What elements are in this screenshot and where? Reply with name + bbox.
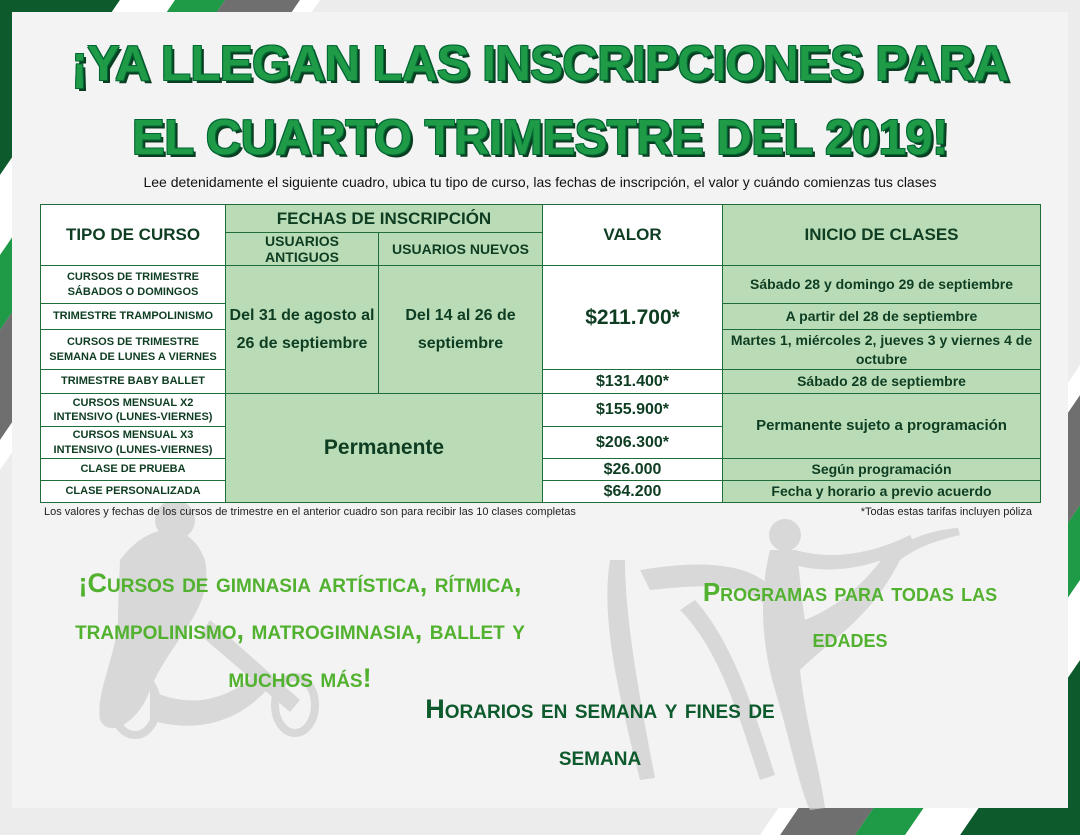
inicio-sabado-domingo: Sábado 28 y domingo 29 de septiembre [723, 266, 1041, 304]
registration-table [40, 204, 1041, 503]
fechas-permanente: Permanente [226, 394, 543, 503]
inicio-segun-programacion: Según programación [723, 459, 1041, 481]
main-title-line-2: EL CUARTO TRIMESTRE DEL 2019! [132, 111, 948, 165]
valor-baby-ballet: $131.400* [543, 370, 723, 394]
header-usuarios-antiguos: USUARIOS ANTIGUOS [226, 233, 379, 266]
fechas-usuarios-nuevos: Del 14 al 26 de septiembre [379, 266, 543, 394]
header-fechas-inscripcion: FECHAS DE INSCRIPCIÓN [226, 205, 543, 233]
valor-mensual-x2: $155.900* [543, 394, 723, 427]
inicio-permanente-sujeto: Permanente sujeto a programación [723, 394, 1041, 459]
course-trimestre-trampolinismo: TRIMESTRE TRAMPOLINISMO [41, 304, 226, 330]
course-baby-ballet: TRIMESTRE BABY BALLET [41, 370, 226, 394]
inicio-a-partir-28: A partir del 28 de septiembre [723, 304, 1041, 330]
inicio-previo-acuerdo: Fecha y horario a previo acuerdo [723, 481, 1041, 503]
instructions-subtitle: Lee detenidamente el siguiente cuadro, ubica tu tipo de curso, las fechas de inscripción, el valor y cuándo comienzas tus clases [143, 174, 937, 190]
course-clase-personalizada: CLASE PERSONALIZADA [41, 481, 226, 503]
note-10-clases: Los valores y fechas de los cursos de trimestre en el anterior cuadro son para recibir las 10 clases completas [44, 506, 576, 518]
promo-cursos-gimnasia: ¡Cursos de gimnasia artística, rítmica, trampolinismo, matrogimnasia, ballet y muchos más! [75, 568, 525, 693]
promo-horarios: Horarios en semana y fines de semana [425, 694, 775, 772]
course-trimestre-semana: CURSOS DE TRIMESTRE SEMANA DE LUNES A VIERNES [41, 330, 226, 370]
course-mensual-x2: CURSOS MENSUAL X2 INTENSIVO (LUNES-VIERNES) [41, 394, 226, 427]
header-inicio-de-clases: INICIO DE CLASES [723, 205, 1041, 266]
promo-programas-edades: Programas para todas las edades [702, 577, 998, 653]
main-title-line-1: ¡YA LLEGAN LAS INSCRIPCIONES PARA [71, 37, 1009, 91]
header-tipo-de-curso: TIPO DE CURSO [41, 205, 226, 266]
valor-trimestre: $211.700* [543, 266, 723, 370]
valor-clase-personalizada: $64.200 [543, 481, 723, 503]
inicio-martes-viernes: Martes 1, miércoles 2, jueves 3 y viernes 4 de octubre [723, 330, 1041, 370]
note-poliza: *Todas estas tarifas incluyen póliza [860, 506, 1032, 518]
header-usuarios-nuevos: USUARIOS NUEVOS [379, 233, 543, 266]
header-valor: VALOR [543, 205, 723, 266]
valor-mensual-x3: $206.300* [543, 427, 723, 459]
valor-clase-prueba: $26.000 [543, 459, 723, 481]
fechas-usuarios-antiguos: Del 31 de agosto al 26 de septiembre [226, 266, 379, 394]
course-mensual-x3: CURSOS MENSUAL X3 INTENSIVO (LUNES-VIERNES) [41, 427, 226, 459]
inicio-sabado-28: Sábado 28 de septiembre [723, 370, 1041, 394]
course-trimestre-sabados-domingos: CURSOS DE TRIMESTRE SÁBADOS O DOMINGOS [41, 266, 226, 304]
course-clase-prueba: CLASE DE PRUEBA [41, 459, 226, 481]
